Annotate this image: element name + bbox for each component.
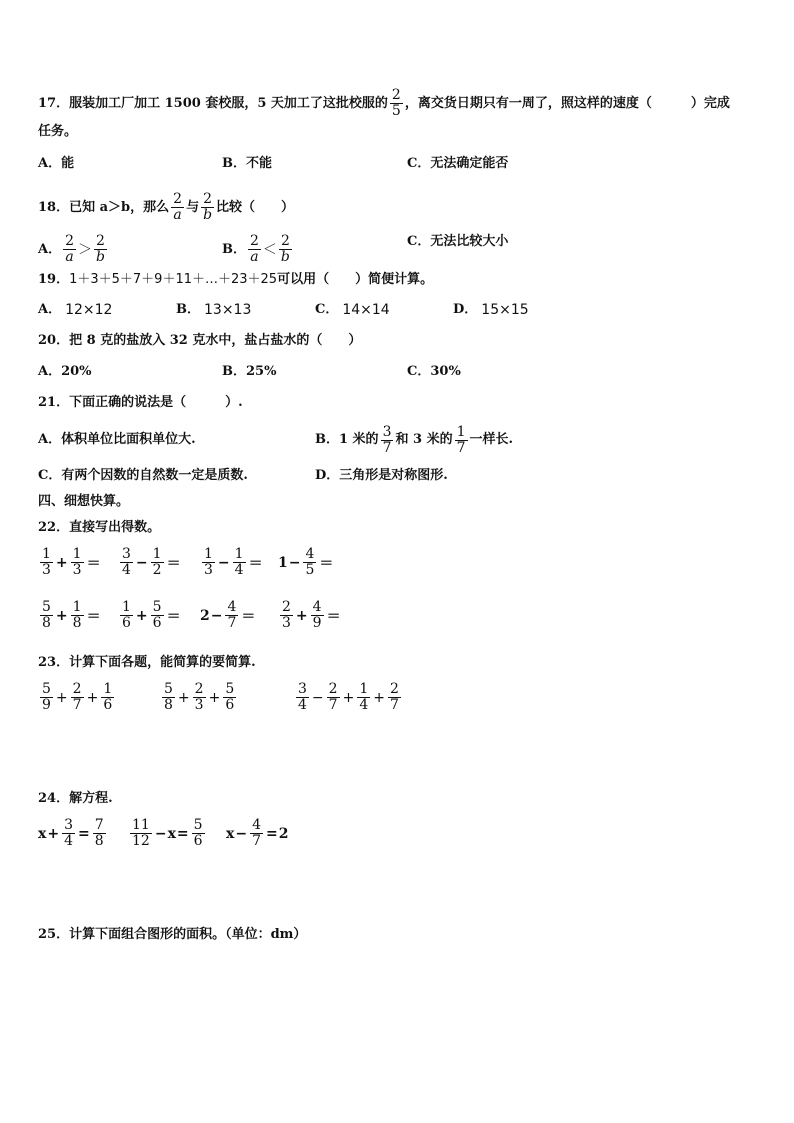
q19-expression: 1＋3＋5＋7＋9＋11＋…＋23＋25 (69, 272, 278, 287)
q20-option-a: A．20% (38, 364, 92, 379)
whole-number: 1 (278, 554, 288, 571)
section-4-heading: 四、细想快算。 (38, 494, 130, 509)
fraction: 1 6 (122, 599, 131, 631)
fraction: $\frac{2}{3}$ (194, 681, 204, 713)
fraction: $\frac{4}{5}$ (305, 546, 315, 578)
q17-option-b: B．不能 (222, 156, 272, 171)
operator: + (86, 689, 99, 706)
q20-option-b: B．25% (222, 364, 277, 379)
q22-line: 22．直接写出得数。 (38, 520, 161, 535)
fraction: 1 3 (204, 546, 213, 578)
fraction: $\frac{1}{2}$ (152, 546, 162, 578)
q18-text-b: 比较（ ） (216, 199, 295, 215)
equals-sign: ＝ (86, 608, 101, 625)
equals-sign: ＝ (241, 608, 256, 625)
q18-mid: 与 (186, 199, 200, 215)
operator: + (55, 554, 68, 571)
operator: − (288, 554, 301, 571)
fraction: 5 8 (164, 681, 173, 713)
q22-item (118, 600, 182, 631)
q21-line: 21．下面正确的说法是（ ）. (38, 395, 243, 410)
q22-item (278, 547, 334, 578)
operator: + (55, 689, 68, 706)
fraction: $\frac{1}{3}$ (72, 546, 82, 578)
fraction: 2 3 (282, 599, 291, 631)
q19-option-a: A． 12×12 (38, 302, 113, 318)
fraction: $\frac{4}{7}$ (227, 599, 237, 631)
operator: − (135, 554, 148, 571)
q17-option-a: A．能 (38, 156, 75, 171)
q18-fraction-2: 2 b (203, 191, 213, 223)
q18-option-c: C．无法比较大小 (407, 234, 509, 249)
q19-line: 19． 1＋3＋5＋7＋9＋11＋…＋23＋25 可以用（ ）简便计算。 (38, 272, 434, 287)
equals-sign: ＝ (166, 608, 181, 625)
q17-line2: 任务。 (38, 124, 78, 139)
q18-option-b: B． 2 a ＜ 2 b (222, 233, 290, 265)
q22-item (118, 547, 182, 578)
operator: − (210, 607, 223, 624)
fraction: $\frac{4}{9}$ (312, 599, 322, 631)
operator: − (311, 689, 324, 706)
fraction: $\frac{1}{4}$ (359, 681, 369, 713)
q24-line: 24．解方程. (38, 791, 113, 806)
equals-sign: ＝ (86, 555, 101, 572)
fraction: $\frac{2}{7}$ (72, 681, 82, 713)
q22-item (200, 600, 256, 631)
fraction: $\frac{2}{7}$ (328, 681, 338, 713)
q23-line: 23．计算下面各题，能简算的要简算. (38, 655, 256, 670)
operator: + (208, 689, 221, 706)
operator: + (135, 607, 148, 624)
operator: − (217, 554, 230, 571)
q24-equation-1: x + $\frac{3}{4}$ = $\frac{7}{8}$ (38, 817, 104, 849)
q17-option-c: C．无法确定能否 (407, 156, 509, 171)
operator: + (295, 607, 308, 624)
operator: + (373, 689, 385, 706)
q18-fraction-1: 2 a (173, 191, 183, 223)
q21-option-c: C．有两个因数的自然数一定是质数. (38, 468, 248, 483)
fraction: 5 8 (42, 599, 51, 631)
q19-option-b: B． 13×13 (176, 302, 252, 318)
q23-expression-3 (294, 682, 403, 713)
fraction: 3 4 (298, 681, 307, 713)
q17-fraction: 2 5 (391, 87, 401, 119)
fraction: $\frac{1}{8}$ (72, 599, 82, 631)
equals-sign: ＝ (326, 608, 341, 625)
fraction: $\frac{1}{6}$ (103, 681, 113, 713)
fraction: $\frac{2}{7}$ (389, 681, 399, 713)
equals-sign: ＝ (248, 555, 263, 572)
equals-sign: ＝ (166, 555, 181, 572)
operator: + (55, 607, 68, 624)
fraction: 1 3 (42, 546, 51, 578)
q18-line (38, 192, 294, 223)
q21-option-b: B．1 米的 3 7 和 3 米的 1 7 一样长. (315, 423, 514, 456)
q18-text-a: 18．已知 a＞b，那么 (38, 199, 170, 215)
q24-equation-3: x − $\frac{4}{7}$ = 2 (226, 817, 289, 849)
whole-number: 2 (200, 607, 210, 624)
q20-option-c: C．30% (407, 364, 461, 379)
fraction: $\frac{5}{6}$ (225, 681, 235, 713)
equals-sign: ＝ (319, 555, 334, 572)
q22-item (278, 600, 342, 631)
q20-line: 20．把 8 克的盐放入 32 克水中，盐占盐水的（ ） (38, 333, 362, 348)
q21-option-d: D．三角形是对称图形. (315, 468, 448, 483)
q23-expression-1 (38, 682, 116, 713)
fraction: $\frac{1}{4}$ (234, 546, 244, 578)
q22-item (38, 547, 102, 578)
operator: + (177, 689, 190, 706)
fraction: 5 9 (42, 681, 51, 713)
fraction: $\frac{5}{6}$ (152, 599, 162, 631)
q19-option-c: C． 14×14 (315, 302, 390, 318)
q18-option-a: A． 2 a ＞ 2 b (38, 233, 105, 265)
q24-equation-2: 11 12 − x = $\frac{5}{6}$ (132, 817, 203, 849)
q17-text-b: ，离交货日期只有一周了，照这样的速度（ ）完成 (404, 95, 730, 111)
q23-expression-2 (160, 682, 238, 713)
q17-text-a: 17．服装加工厂加工 1500 套校服，5 天加工了这批校服的 (38, 95, 388, 111)
q22-item (200, 547, 264, 578)
q17-line1 (38, 88, 730, 119)
q19-option-d: D． 15×15 (453, 302, 529, 318)
fraction: 3 4 (122, 546, 131, 578)
q22-item (38, 600, 102, 631)
operator: + (342, 689, 355, 706)
q25-line: 25．计算下面组合图形的面积。（单位：dm） (38, 927, 307, 942)
q21-option-a: A．体积单位比面积单位大. (38, 432, 196, 447)
